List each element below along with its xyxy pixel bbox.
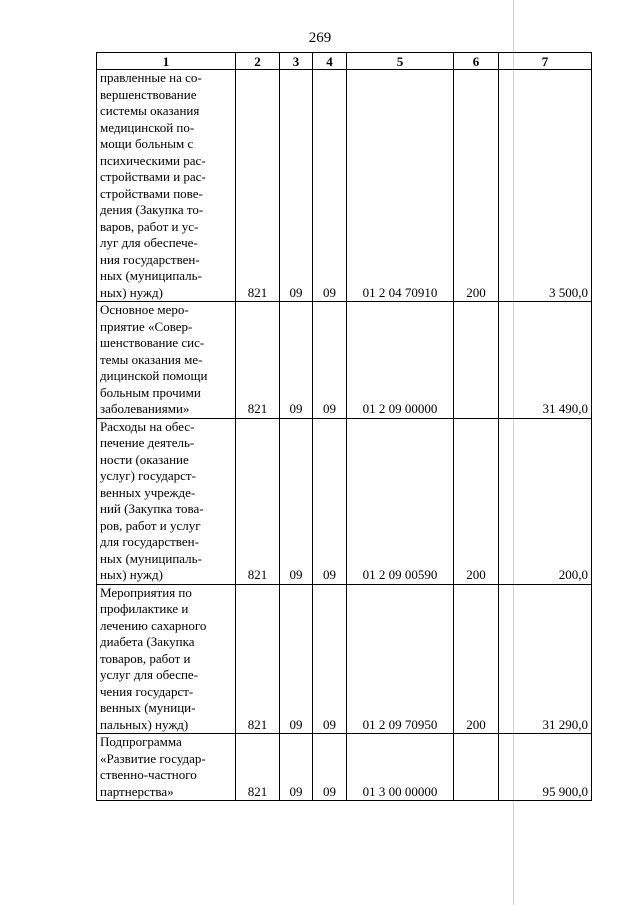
item-name-line: дения (Закупка то- [100,202,204,217]
item-name-line: партнерства» [100,783,174,799]
target-article-cell: 01 2 09 00000 [347,302,454,419]
section-code-cell: 09 [280,584,313,734]
item-name-line: услуг) государст- [100,468,196,483]
item-name-line: правленные на со- [100,70,202,85]
item-name-line: мощи больным с [100,136,194,151]
item-name-line: луг для обеспече- [100,235,198,250]
item-name-cell [97,734,236,801]
item-name-line: приятие «Совер- [100,318,193,334]
item-name-line: ных (муниципаль- [100,268,202,283]
item-name-line: темы оказания ме- [100,351,203,367]
item-name-line: ственно-частного [100,767,197,782]
target-article-cell: 01 2 09 00590 [347,418,454,584]
item-name-line: психическими рас- [100,152,206,168]
column-header: 5 [347,53,454,70]
subsection-code-cell: 09 [313,584,347,734]
amount-cell: 95 900,0 [499,734,592,801]
amount-cell: 31 490,0 [499,302,592,419]
item-name-line: товаров, работ и [100,650,191,666]
section-code-cell: 09 [280,734,313,801]
item-name-line: ния государствен- [100,251,200,267]
target-article-cell: 01 2 04 70910 [347,70,454,302]
column-header: 4 [313,53,347,70]
item-name-line: венных (муници- [100,700,196,715]
page-number: 269 [308,30,332,46]
expense-type-cell [454,302,499,419]
item-name-line: чения государст- [100,683,194,699]
item-name-line: ров, работ и услуг [100,517,201,533]
table-row [97,70,592,302]
item-name-cell [97,302,236,419]
item-name-line: ных) нужд) [100,567,163,582]
subsection-code-cell: 09 [313,418,347,584]
budget-table [96,52,592,801]
expense-type-cell [454,734,499,801]
item-name-line: ных (муниципаль- [100,550,202,566]
table-row [97,734,592,801]
item-name-line: «Развитие государ- [100,750,206,766]
header-row [97,53,592,70]
subsection-code-cell: 09 [313,302,347,419]
ministry-code-cell: 821 [236,70,280,302]
target-article-cell: 01 3 00 00000 [347,734,454,801]
item-name-line: услуг для обеспе- [100,667,199,682]
item-name-line: печение деятель- [100,435,195,450]
item-name-line: венных учрежде- [100,484,196,500]
item-name-line: медицинской по- [100,119,195,135]
item-name-line: диабета (Закупка [100,634,195,649]
ministry-code-cell: 821 [236,418,280,584]
item-name-line: шенствование сис- [100,335,205,350]
ministry-code-cell: 821 [236,734,280,801]
item-name-line: больным прочими [100,384,201,400]
expense-type-cell: 200 [454,584,499,734]
table-row [97,302,592,419]
ministry-code-cell: 821 [236,302,280,419]
column-header: 7 [499,53,592,70]
item-name-line: Мероприятия по [100,584,192,600]
target-article-cell: 01 2 09 70950 [347,584,454,734]
ministry-code-cell: 821 [236,584,280,734]
subsection-code-cell: 09 [313,734,347,801]
item-name-line: Основное меро- [100,302,189,317]
item-name-line: дицинской помощи [100,368,208,383]
item-name-line: Расходы на обес- [100,418,195,434]
item-name-line: ных) нужд) [100,284,163,300]
section-code-cell: 09 [280,418,313,584]
item-name-line: стройствами пове- [100,185,203,201]
table-row [97,584,592,734]
item-name-cell [97,418,236,584]
item-name-line: лечению сахарного [100,617,207,633]
amount-cell: 31 290,0 [499,584,592,734]
item-name-line: системы оказания [100,103,200,118]
item-name-cell [97,584,236,734]
table-row [97,418,592,584]
item-name-line: профилактике и [100,601,189,616]
item-name-line: заболеваниями» [100,401,190,416]
item-name-line: пальных) нужд) [100,716,189,732]
item-name-line: ности (оказание [100,451,189,467]
item-name-line: стройствами и рас- [100,169,206,184]
amount-cell: 200,0 [499,418,592,584]
column-header: 6 [454,53,499,70]
item-name-line: варов, работ и ус- [100,218,199,234]
section-code-cell: 09 [280,70,313,302]
expense-type-cell: 200 [454,70,499,302]
section-code-cell: 09 [280,302,313,419]
item-name-line: вершенствование [100,86,197,102]
column-header: 3 [280,53,313,70]
item-name-cell [97,70,236,302]
expense-type-cell: 200 [454,418,499,584]
item-name-line: ний (Закупка това- [100,501,204,516]
item-name-line: для государствен- [100,534,199,549]
subsection-code-cell: 09 [313,70,347,302]
item-name-line: Подпрограмма [100,734,182,749]
amount-cell: 3 500,0 [499,70,592,302]
column-header: 2 [236,53,280,70]
column-header: 1 [97,53,236,70]
